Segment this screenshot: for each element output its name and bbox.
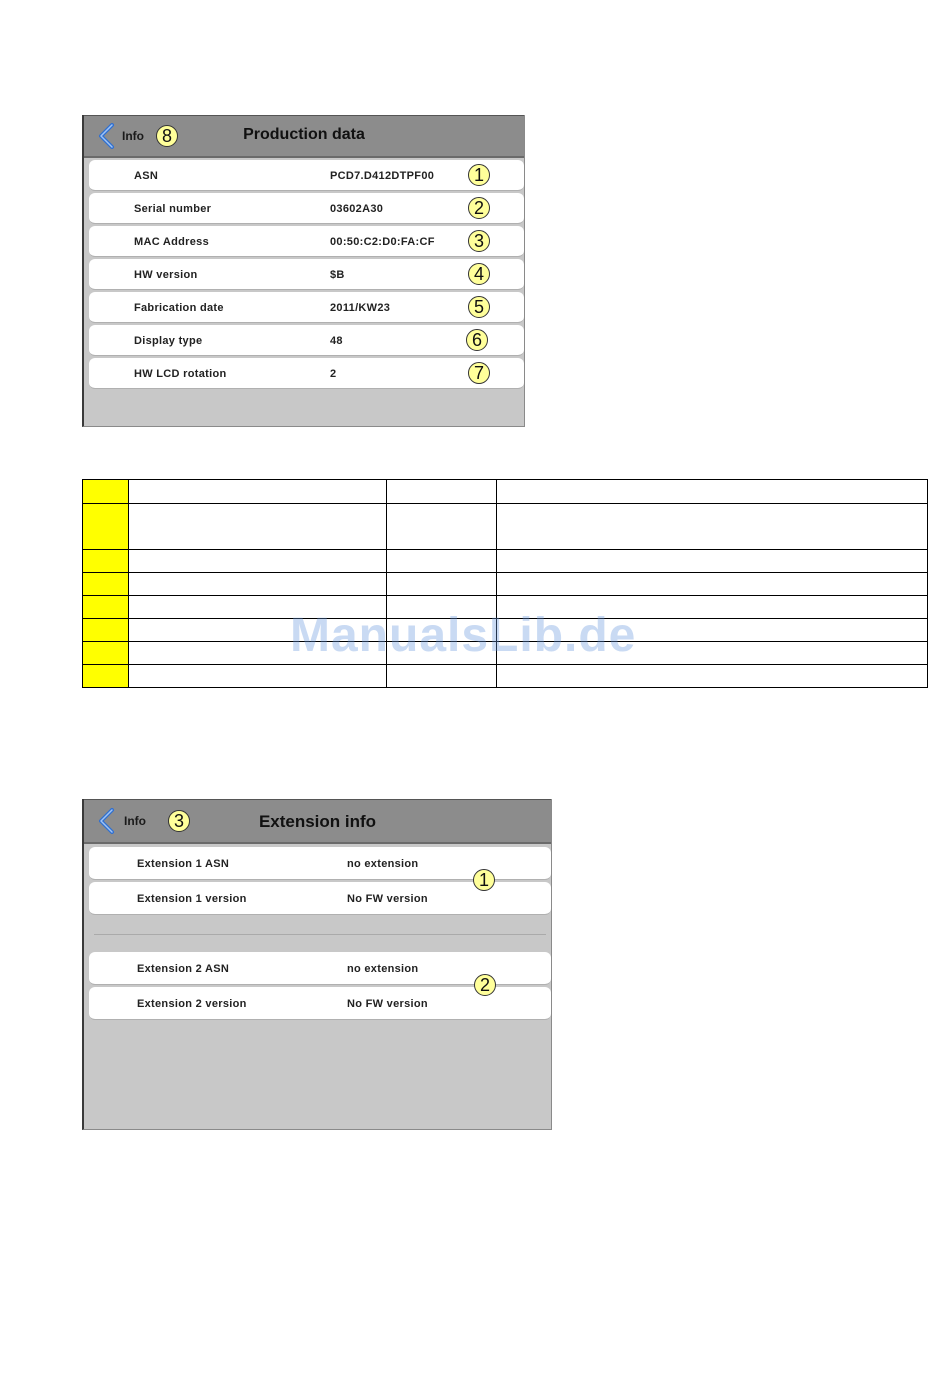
- page-title: Extension info: [258, 812, 377, 831]
- row-value: 2011/KW23: [330, 302, 391, 314]
- row-value: $B: [330, 269, 345, 281]
- row-value: no extension: [347, 963, 419, 975]
- row-label: HW version: [134, 269, 198, 281]
- table-cell: [129, 480, 387, 504]
- table-cell: [129, 550, 387, 573]
- number-cell: [83, 619, 129, 642]
- table-row: [83, 550, 928, 573]
- table-row: [83, 665, 928, 688]
- number-cell: [83, 504, 129, 550]
- extension-header: [84, 799, 551, 844]
- table-cell: [387, 665, 497, 688]
- info-row-fabrication-date: [89, 292, 524, 323]
- table-row: [83, 480, 928, 504]
- row-label: Extension 1 ASN: [137, 858, 230, 870]
- row-label: MAC Address: [134, 236, 210, 248]
- table-row: [83, 504, 928, 550]
- back-label: Info: [124, 814, 146, 828]
- extension-info-panel: [82, 799, 552, 1130]
- row-label: Extension 1 version: [137, 893, 247, 905]
- row-value: 2: [330, 368, 337, 380]
- row-label: Fabrication date: [134, 302, 224, 314]
- row-label: Serial number: [134, 203, 212, 215]
- table-cell: [497, 504, 928, 550]
- callout-badge: 3: [168, 810, 190, 832]
- row-value: No FW version: [347, 998, 428, 1010]
- info-row-display-type: [89, 325, 524, 356]
- number-cell: [83, 665, 129, 688]
- production-header: [84, 115, 524, 158]
- callout-badge: 3: [468, 230, 490, 252]
- table-cell: [497, 480, 928, 504]
- table-cell: [387, 480, 497, 504]
- number-cell: [83, 596, 129, 619]
- callout-badge: 6: [466, 329, 488, 351]
- row-label: Extension 2 version: [137, 998, 247, 1010]
- page-title: Production data: [243, 126, 365, 143]
- number-cell: [83, 550, 129, 573]
- callout-badge: 2: [474, 974, 496, 996]
- callout-badge: 5: [468, 296, 490, 318]
- info-row-hw-lcd-rotation: [89, 358, 524, 389]
- table-cell: [387, 504, 497, 550]
- row-value: 03602A30: [330, 203, 384, 215]
- number-cell: [83, 573, 129, 596]
- table-cell: [387, 573, 497, 596]
- production-data-panel: [82, 115, 525, 427]
- table-cell: [497, 573, 928, 596]
- row-value: No FW version: [347, 893, 428, 905]
- row-label: HW LCD rotation: [134, 368, 227, 380]
- watermark: ManualsLib.de: [290, 609, 637, 662]
- callout-badge: 1: [473, 869, 495, 891]
- info-row-hw-version: [89, 259, 524, 290]
- info-row-mac-address: [89, 226, 524, 257]
- row-value: 48: [330, 335, 343, 347]
- table-cell: [387, 550, 497, 573]
- table-row: [83, 573, 928, 596]
- table-cell: [497, 550, 928, 573]
- callout-badge: 1: [468, 164, 490, 186]
- callout-badge: 4: [468, 263, 490, 285]
- table-cell: [497, 665, 928, 688]
- number-cell: [83, 480, 129, 504]
- row-label: Extension 2 ASN: [137, 963, 230, 975]
- table-cell: [129, 665, 387, 688]
- callout-badge: 8: [156, 125, 178, 147]
- callout-badge: 7: [468, 362, 490, 384]
- back-label: Info: [122, 129, 144, 143]
- table-cell: [129, 573, 387, 596]
- row-value: 00:50:C2:D0:FA:CF: [330, 236, 435, 248]
- table-cell: [129, 504, 387, 550]
- row-label: ASN: [134, 170, 159, 182]
- info-row-serial-number: [89, 193, 524, 224]
- info-row-asn: [89, 160, 524, 191]
- number-cell: [83, 642, 129, 665]
- callout-badge: 2: [468, 197, 490, 219]
- row-value: no extension: [347, 858, 419, 870]
- row-label: Display type: [134, 335, 203, 347]
- row-value: PCD7.D412DTPF00: [330, 170, 435, 182]
- divider: [94, 934, 546, 935]
